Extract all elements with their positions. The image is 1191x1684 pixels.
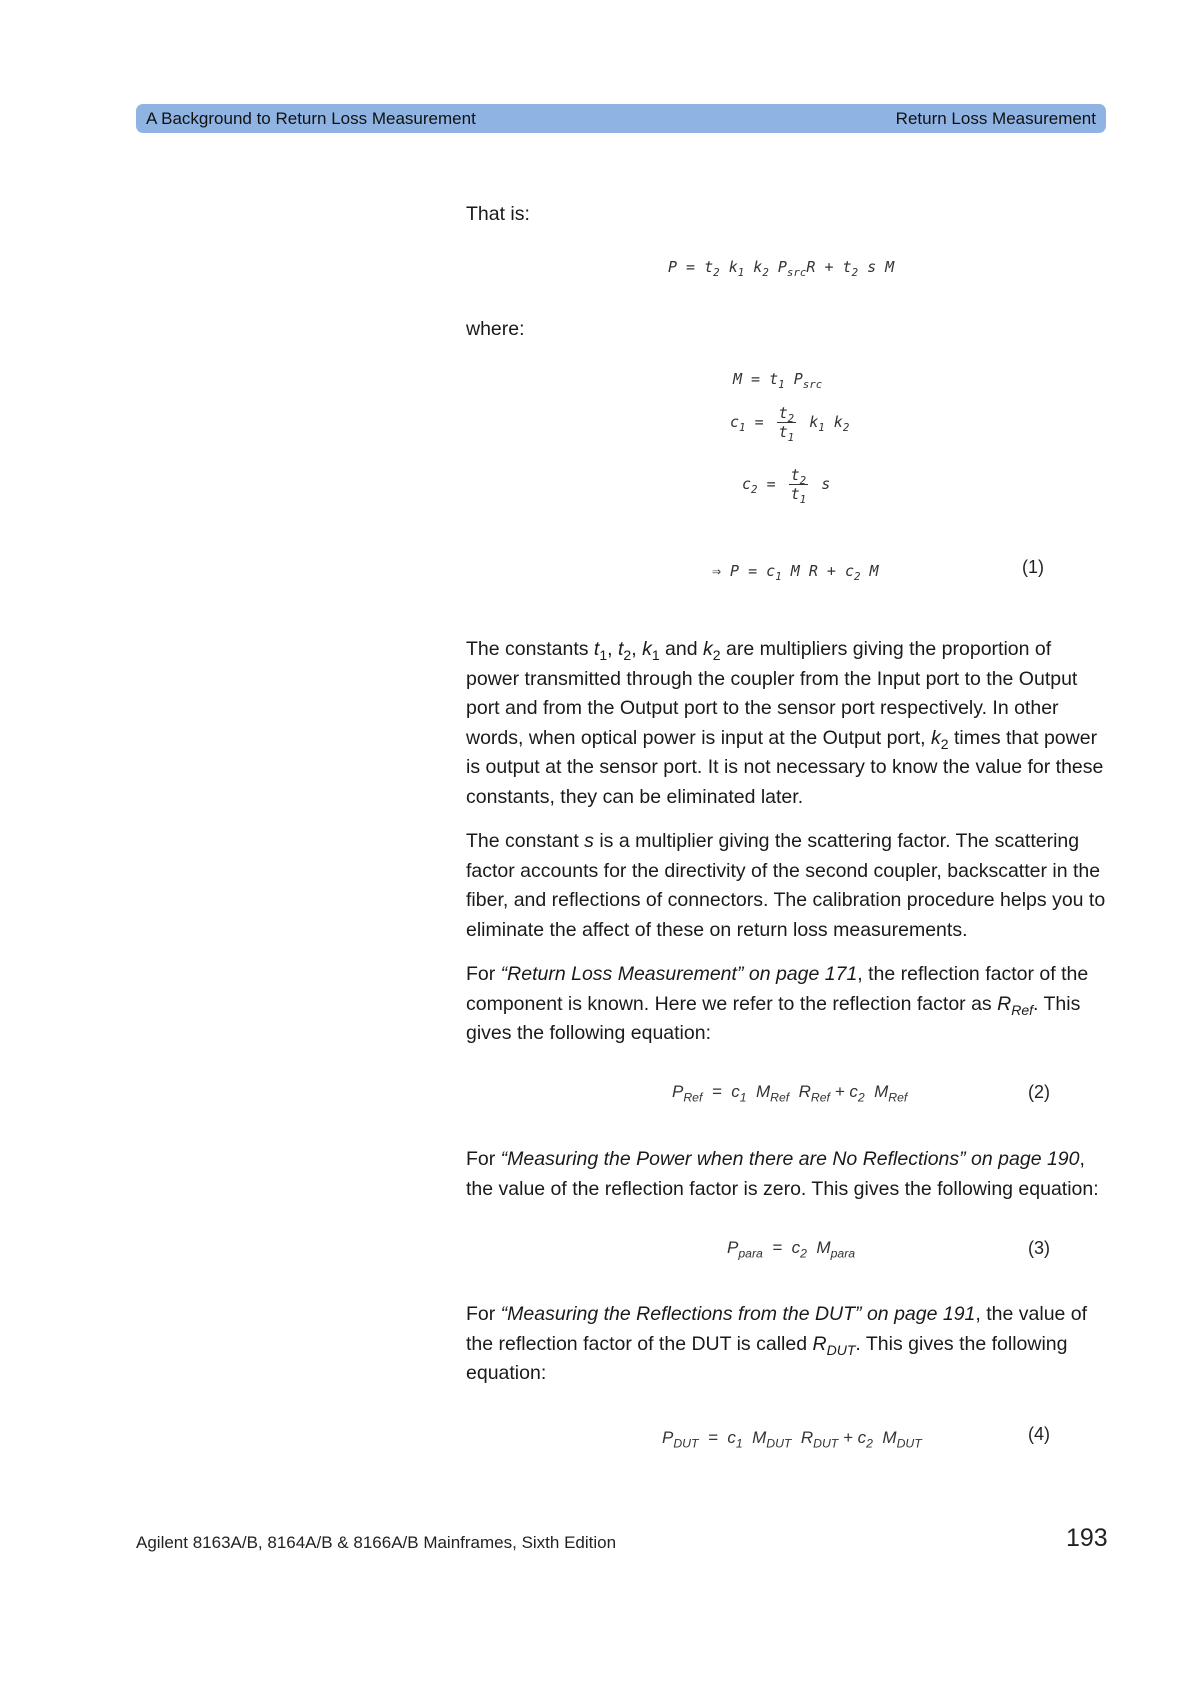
footer-document-title: Agilent 8163A/B, 8164A/B & 8166A/B Mainframes, Sixth Edition	[136, 1533, 617, 1552]
equation-3: $P_{para} = c_2$ $M_{para}$	[727, 1238, 856, 1261]
equation-number-3: (3)	[1028, 1238, 1050, 1258]
label-that-is: That is:	[466, 203, 530, 225]
equation-number-2: (2)	[1028, 1082, 1050, 1102]
running-header	[136, 104, 1106, 133]
equation-m: $M = t_1$ $P_{src}$	[733, 370, 823, 391]
equation-p-full: $P = t_2$ $k_1$ $k_2$ $P_{src}R + t_2$ s M	[668, 258, 895, 279]
equation-1: ⇒ $P = c_1$ M $R + c_2$ M	[712, 562, 879, 583]
fraction-t2-over-t1: $\frac{t_2}{t_1}$	[778, 404, 795, 444]
equation-4: $P_{DUT} = c_1$ $M_{DUT}$ $R_{DUT} + c_2$ $M_{DUT}$	[662, 1428, 922, 1451]
paragraph-constants: The constants $t_1$, $t_2$, $k_1$ and $k_2$ are multipliers giving the proportion of power transmitted through the coupler from the Input port to the Output port and from the Output port to the sensor port respectively. In other words, when optical power is input at the Output port, $k_2$ times that power is output at the sensor port. It is not necessary to know the value for these constants, they can be eliminated later.	[466, 638, 1104, 808]
label-where: where:	[466, 318, 525, 340]
cross-reference-link[interactable]: “Measuring the Reflections from the DUT” on page 191	[500, 1303, 976, 1325]
paragraph-scattering: The constant s is a multiplier giving the scattering factor. The scattering factor accounts for the directivity of the second coupler, backscatter in the fiber, and reflections of connectors. The calibration procedure helps you to eliminate the affect of these on return loss measurements.	[466, 830, 1106, 941]
paragraph-no-reflections: For “Measuring the Power when there are No Reflections” on page 190, the value of the reflection factor is zero. This gives the following equation:	[466, 1148, 1099, 1200]
equation-c1: $c_1$ = $\frac{t_2}{t_1}$ $k_1$ $k_2$	[730, 404, 850, 444]
equation-2: $P_{Ref} = c_1$ $M_{Ref}$ $R_{Ref} + c_2$ $M_{Ref}$	[672, 1082, 908, 1105]
fraction-t2-over-t1: $\frac{t_2}{t_1}$	[790, 466, 807, 506]
equation-c2: $c_2$ = $\frac{t_2}{t_1}$ s	[742, 466, 831, 506]
paragraph-dut: For “Measuring the Reflections from the DUT” on page 191, the value of the reflection factor of the DUT is called $R_{DUT}$. This gives the following equation:	[466, 1303, 1088, 1384]
equation-number-1: (1)	[1022, 557, 1044, 577]
page-number: 193	[1066, 1524, 1108, 1552]
header-chapter-title: Return Loss Measurement	[895, 108, 1096, 128]
cross-reference-link[interactable]: “Measuring the Power when there are No Reflections” on page 190	[500, 1148, 1080, 1170]
equation-number-4: (4)	[1028, 1424, 1050, 1444]
header-section-title: A Background to Return Loss Measurement	[146, 108, 476, 128]
paragraph-return-loss: For “Return Loss Measurement” on page 171, the reflection factor of the component is known. Here we refer to the reflection factor as $R_{Ref}$. This gives the following equation:	[466, 963, 1089, 1044]
cross-reference-link[interactable]: “Return Loss Measurement” on page 171	[500, 963, 858, 985]
